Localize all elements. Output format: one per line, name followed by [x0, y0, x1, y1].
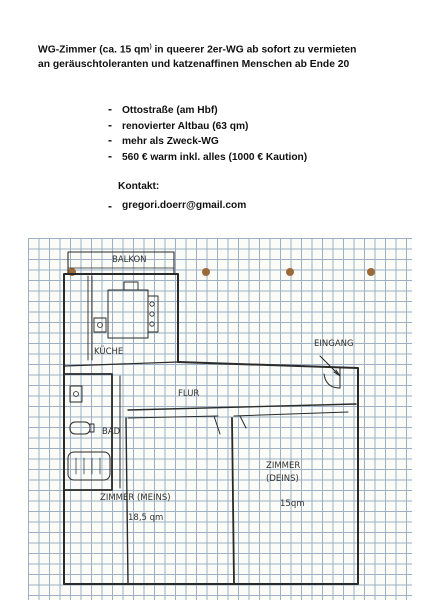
headline-line-1-suffix: in queerer 2er-WG ab sofort zu vermieten [151, 44, 357, 56]
kitchen-sink-icon [94, 318, 106, 332]
label-bath: BAD [102, 427, 121, 437]
bath-sink-icon [70, 386, 82, 402]
kitchen-table-icon [108, 290, 148, 338]
headline-line-1 [38, 40, 398, 57]
headline-line-1-prefix: WG-Zimmer (ca. 15 qm [38, 44, 150, 56]
bathtub-icon [68, 452, 110, 480]
label-room-mine-title: ZIMMER (MEINS) [100, 493, 171, 503]
floor-plan [28, 238, 412, 600]
fact-location: - Ottostraße (am Hbf) [108, 103, 307, 119]
label-hallway: FLUR [178, 389, 200, 399]
fact-building: - renovierter Altbau (63 qm) [108, 119, 307, 135]
fact-rent: - 560 € warm inkl. alles (1000 € Kaution) [108, 150, 307, 166]
pushpin-icon [202, 268, 210, 276]
label-balcony: BALKON [112, 255, 147, 265]
label-room-theirs-size: 15qm [280, 499, 305, 509]
apartment-walls [64, 362, 358, 584]
headline-superscript: ) [149, 44, 152, 50]
floor-plan-drawing [28, 238, 412, 600]
contact-email[interactable]: - gregori.doerr@gmail.com [108, 200, 246, 211]
label-kitchen: KÜCHE [94, 347, 124, 357]
facts-list [108, 103, 307, 165]
label-room-mine-size: 18,5 qm [128, 513, 164, 523]
label-room-theirs-title: ZIMMER [266, 461, 301, 471]
pushpin-icon [367, 268, 375, 276]
toilet-icon [70, 422, 90, 434]
label-entrance: EINGANG [314, 339, 354, 349]
room-divider [232, 418, 234, 584]
headline-line-2: an geräuschtoleranten und katzenaffinen Menschen ab Ende 20 [38, 59, 350, 71]
contact-label: Kontakt: [118, 181, 160, 192]
fact-flatshare-type: - mehr als Zweck-WG [108, 134, 307, 150]
entrance-door-icon [324, 368, 340, 388]
listing-headline [38, 40, 398, 72]
pushpin-icon [286, 268, 294, 276]
label-room-theirs-sub: (DEINS) [266, 474, 299, 484]
